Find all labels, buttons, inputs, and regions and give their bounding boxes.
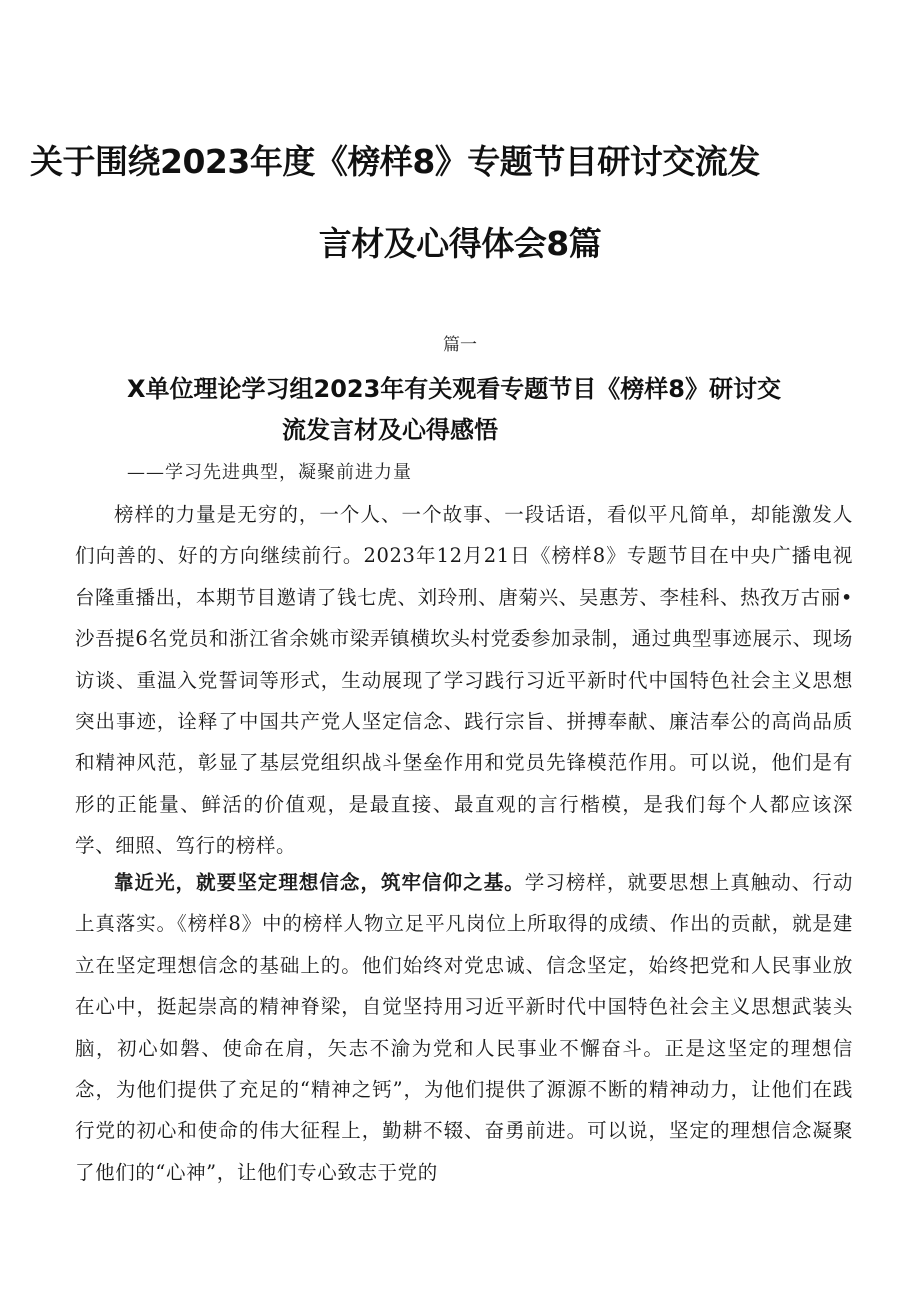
document-title-line-2: 言材及心得体会8篇 (318, 224, 602, 263)
section-title-line-1: X单位理论学习组2023年有关观看专题节目《榜样8》研讨交 (127, 375, 781, 403)
chapter-heading: 篇一 (443, 335, 477, 355)
body-paragraph-1: 榜样的力量是无穷的，一个人、一个故事、一段话语，看似平凡简单，却能激发人们向善的、好的方向继续前行。2023年12月21日《榜样8》专题节目在中央广播电视台隆重播出，本期节目邀请了钱七虎、刘玲刑、唐菊兴、吴惠芳、李桂科、热孜万古丽•沙吾提6名党员和浙江省余姚市梁弄镇横坎头村党委参加录制，通过典型事迹展示、现场访谈、重温入党誓词等形式，生动展现了学习践行习近平新时代中国特色社会主义思想突出事迹，诠释了中国共产党人坚定信念、践行宗旨、拼搏奉献、廉洁奉公的高尚品质和精神风范，彰显了基层党组织战斗堡垒作用和党员先锋模范作用。可以说，他们是有形的正能量、鲜活的价值观，是最直接、最直观的言行楷模，是我们每个人都应该深学、细照、笃行的榜样。 (75, 503, 853, 858)
body-paragraph-2 (75, 862, 853, 1193)
paragraph-lead-sentence: 靠近光，就要坚定理想信念，筑牢信仰之基。 (114, 871, 525, 894)
section-tagline: ——学习先进典型，凝聚前进力量 (127, 462, 412, 483)
document-title-line-1: 关于围绕2023年度《榜样8》专题节目研讨交流发 (30, 142, 760, 181)
section-title-line-2: 流发言材及心得感悟 (282, 416, 498, 444)
paragraph-body-text: 学习榜样，就要思想上真触动、行动上真落实。《榜样8》中的榜样人物立足平凡岗位上所取得的成绩、作出的贡献，就是建立在坚定理想信念的基础上的。他们始终对党忠诚、信念坚定，始终把党和人民事业放在心中，挺起崇高的精神脊梁，自觉坚持用习近平新时代中国特色社会主义思想武装头脑，初心如磐、使命在肩，矢志不渝为党和人民事业不懈奋斗。正是这坚定的理想信念，为他们提供了充足的“精神之钙”，为他们提供了源源不断的精神动力，让他们在践行党的初心和使命的伟大征程上，勤耕不辍、奋勇前进。可以说，坚定的理想信念凝聚了他们的“心神”，让他们专心致志于党的 (75, 871, 853, 1184)
